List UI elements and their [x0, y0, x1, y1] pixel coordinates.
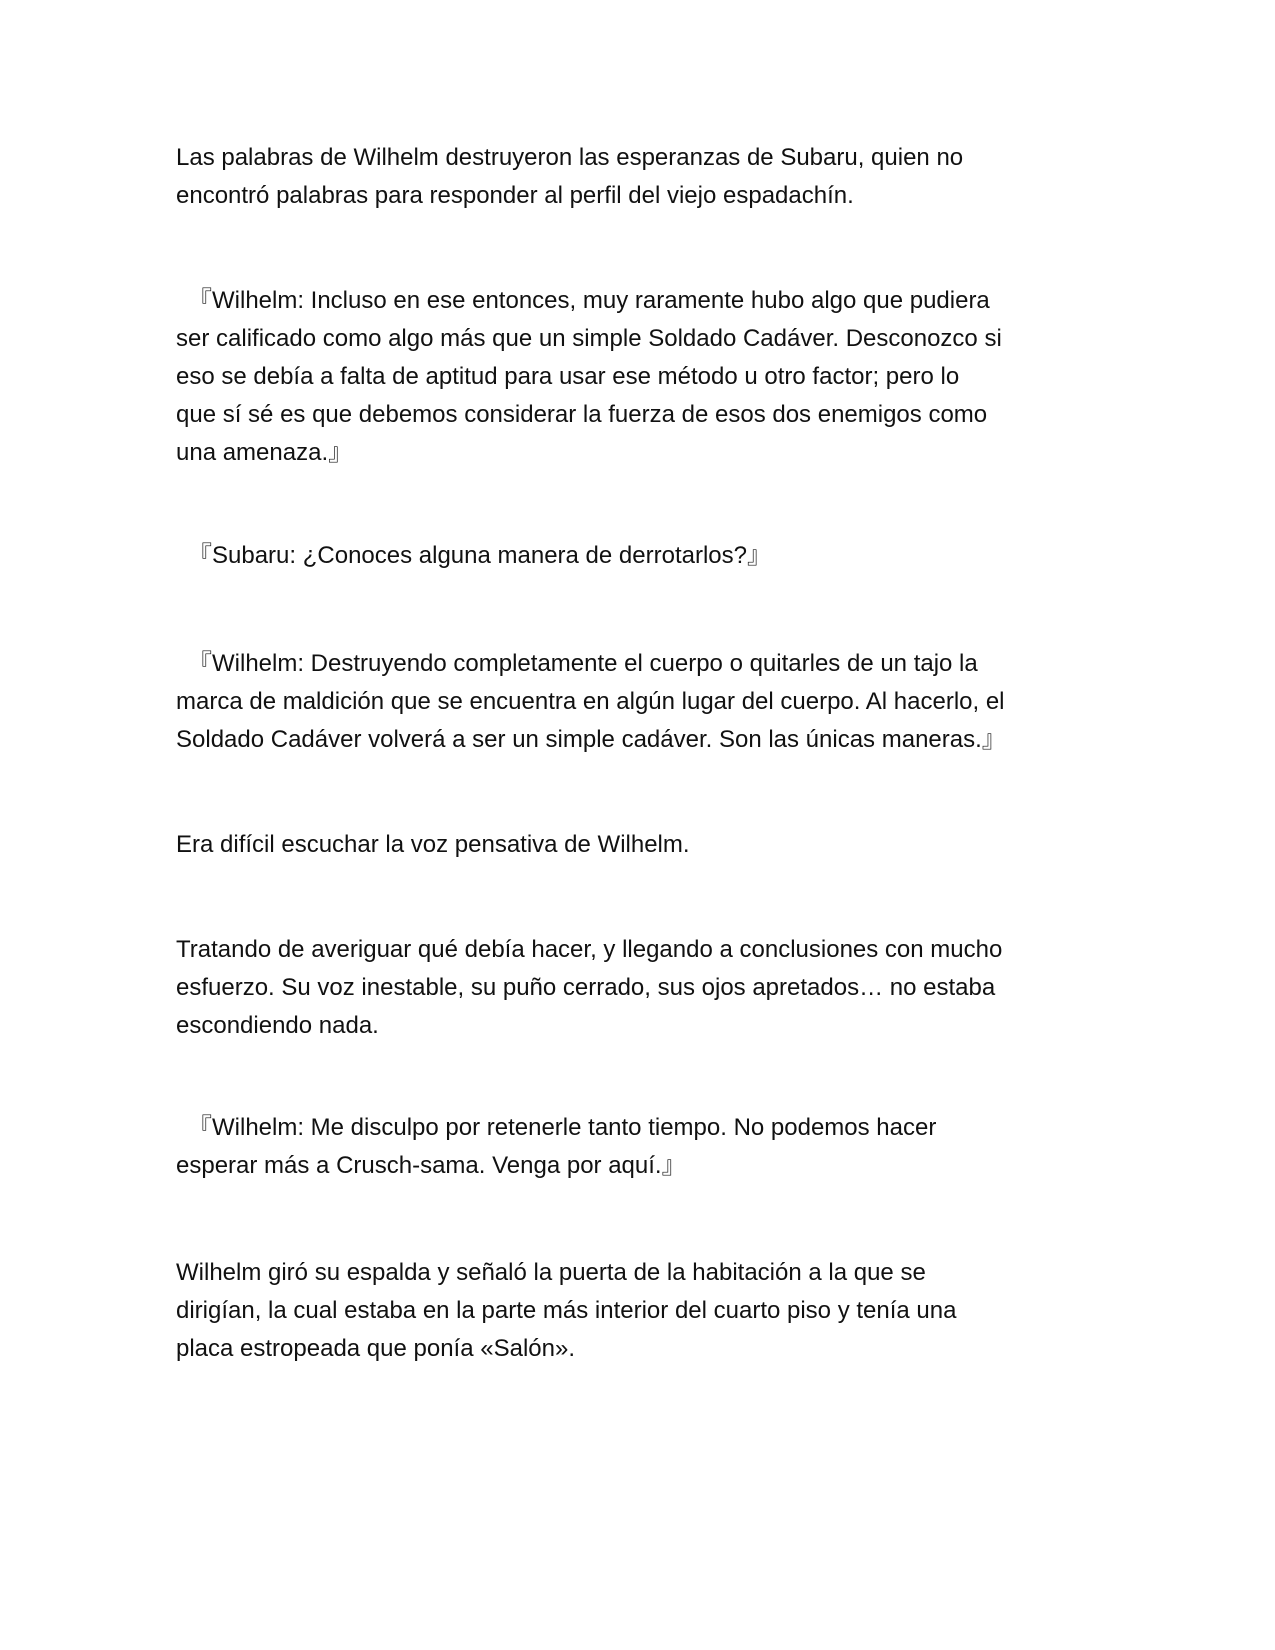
text-line: escondiendo nada.	[176, 1012, 379, 1039]
text-line: dirigían, la cual estaba en la parte más interior del cuarto piso y tenía una	[176, 1297, 957, 1324]
text-line	[176, 282, 1111, 320]
text-line: Era difícil escuchar la voz pensativa de Wilhelm.	[176, 831, 690, 858]
text-line	[176, 1109, 1111, 1147]
text-line: esperar más a Crusch-sama. Venga por aquí.』	[176, 1152, 686, 1179]
text-line: Wilhelm giró su espalda y señaló la puerta de la habitación a la que se	[176, 1259, 926, 1286]
text-line: eso se debía a falta de aptitud para usar ese método u otro factor; pero lo	[176, 363, 960, 390]
text-line: Tratando de averiguar qué debía hacer, y llegando a conclusiones con mucho	[176, 936, 1003, 963]
dialogue-line: 『Wilhelm: Me disculpo por retenerle tanto tiempo. No podemos hacer	[188, 1114, 937, 1141]
text-line: una amenaza.』	[176, 439, 353, 466]
text-line: Soldado Cadáver volverá a ser un simple cadáver. Son las únicas maneras.』	[176, 726, 1006, 753]
text-line: marca de maldición que se encuentra en algún lugar del cuerpo. Al hacerlo, el	[176, 688, 1005, 715]
text-line: que sí sé es que debemos considerar la fuerza de esos dos enemigos como	[176, 401, 988, 428]
paragraph-dialogue-wilhelm	[176, 645, 1111, 759]
paragraph-narration	[176, 139, 1111, 215]
dialogue-line: 『Subaru: ¿Conoces alguna manera de derrotarlos?』	[188, 542, 771, 569]
text-line: encontró palabras para responder al perfil del viejo espadachín.	[176, 182, 854, 209]
paragraph-dialogue-subaru	[176, 537, 1111, 575]
paragraph-dialogue-wilhelm	[176, 282, 1111, 472]
paragraph-narration	[176, 931, 1111, 1045]
text-line: placa estropeada que ponía «Salón».	[176, 1335, 575, 1362]
paragraph-dialogue-wilhelm	[176, 1109, 1111, 1185]
text-line: Las palabras de Wilhelm destruyeron las esperanzas de Subaru, quien no	[176, 144, 964, 171]
paragraph-narration	[176, 826, 1111, 864]
dialogue-line: 『Wilhelm: Destruyendo completamente el cuerpo o quitarles de un tajo la	[188, 650, 978, 677]
paragraph-narration	[176, 1254, 1111, 1368]
text-line	[176, 537, 1111, 575]
text-line: ser calificado como algo más que un simple Soldado Cadáver. Desconozco si	[176, 325, 1002, 352]
text-line	[176, 645, 1111, 683]
dialogue-line: 『Wilhelm: Incluso en ese entonces, muy raramente hubo algo que pudiera	[188, 287, 990, 314]
text-line: esfuerzo. Su voz inestable, su puño cerrado, sus ojos apretados… no estaba	[176, 974, 996, 1001]
